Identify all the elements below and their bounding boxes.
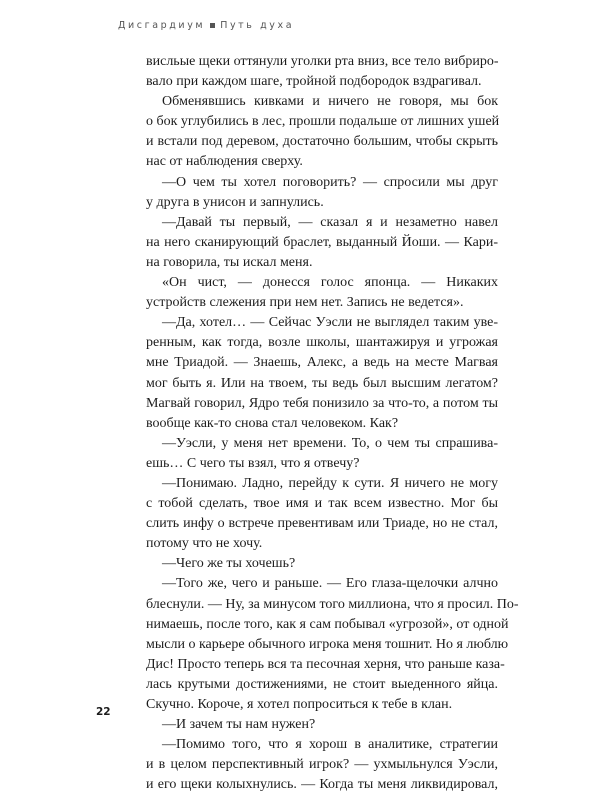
text-line: на говорила, ты искал меня. xyxy=(146,254,313,270)
text-line: Скучно. Короче, я хотел попроситься к тебе в клан. xyxy=(146,697,453,712)
text-line: с тобой сделать, твое имя и так всем известно. Мог бы xyxy=(146,496,498,512)
text-line: —Понимаю. Ладно, перейду к сути. Я ничего не могу xyxy=(162,475,498,491)
running-head xyxy=(118,20,294,31)
text-line: потому что не хочу. xyxy=(146,536,263,552)
text-line: о бок углубились в лес, прошли подальше от лишних ушей xyxy=(146,114,500,130)
text-line: лась крутыми достижениями, не стоит выеденного яйца. xyxy=(146,676,498,692)
text-line: Обменявшись кивками и ничего не говоря, мы бок xyxy=(162,94,498,110)
text-line: и в целом перспективный игрок? — ухмыльнулся Уэсли, xyxy=(146,757,498,773)
text-line: ешь… С чего ты взял, что я отвечу? xyxy=(146,455,360,471)
text-line: —Чего же ты хочешь? xyxy=(162,556,296,572)
separator-square-icon xyxy=(210,23,215,28)
text-line: Магвай говорил, Ядро тебя понизило за что-то, а потом ты xyxy=(146,395,498,411)
text-line: висльые щеки оттянули уголки рта вниз, все тело вибриро- xyxy=(146,54,499,69)
text-line: —Уэсли, у меня нет времени. То, о чем ты спрашива- xyxy=(162,435,498,451)
text-line: мог быть я. Или на твоем, ты ведь был высшим легатом? xyxy=(146,375,498,391)
text-line: и встали под деревом, достаточно большим, чтобы скрыть xyxy=(146,134,498,150)
page-number: 22 xyxy=(96,706,111,718)
text-line: у друга в унисон и запнулись. xyxy=(146,194,324,210)
body-text xyxy=(146,52,519,795)
text-line: —Да, хотел… — Сейчас Уэсли не выглядел таким уве- xyxy=(162,315,498,331)
text-line: и его щеки колыхнулись. — Когда ты меня ликвидировал, xyxy=(146,777,498,793)
book-subtitle: Путь духа xyxy=(220,20,295,31)
text-line: —Давай ты первый, — сказал я и незаметно навел xyxy=(162,214,498,230)
text-line: вало при каждом шаге, тройной подбородок вздрагивал. xyxy=(146,74,482,90)
text-line: Дис! Просто теперь вся та песочная херня, что раньше каза- xyxy=(146,656,505,672)
text-line: —И зачем ты нам нужен? xyxy=(162,717,316,733)
book-title: Дисгардиум xyxy=(118,20,206,31)
text-line: мысли о карьере обычного игрока меня тошнит. Но я люблю xyxy=(146,636,509,652)
text-line: на него сканирующий браслет, выданный Йоши. — Кари- xyxy=(146,234,498,250)
text-line: нимаешь, после того, как я сам побывал «угрозой», от одной xyxy=(146,616,509,632)
text-line: мне Триадой. — Знаешь, Алекс, а ведь на месте Магвая xyxy=(146,355,498,371)
text-line: «Он чист, — донесся голос японца. — Никаких xyxy=(162,275,498,291)
text-line: —О чем ты хотел поговорить? — спросили мы друг xyxy=(162,174,498,190)
text-line: ренным, как тогда, возле школы, шантажируя и угрожая xyxy=(146,335,498,351)
text-line: нас от наблюдения сверху. xyxy=(146,154,303,170)
text-line: блеснули. — Ну, за минусом того миллиона, что я просил. По- xyxy=(146,596,519,612)
text-line: —Того же, чего и раньше. — Его глаза-щелочки алчно xyxy=(162,576,498,592)
text-line: устройств слежения при нем нет. Запись не ведется». xyxy=(146,295,464,311)
text-line: слить инфу о встрече превентивам или Триаде, но не стал, xyxy=(146,516,498,532)
text-line: —Помимо того, что я хорош в аналитике, стратегии xyxy=(162,737,498,753)
text-line: вообще как-то снова стал человеком. Как? xyxy=(146,415,399,431)
